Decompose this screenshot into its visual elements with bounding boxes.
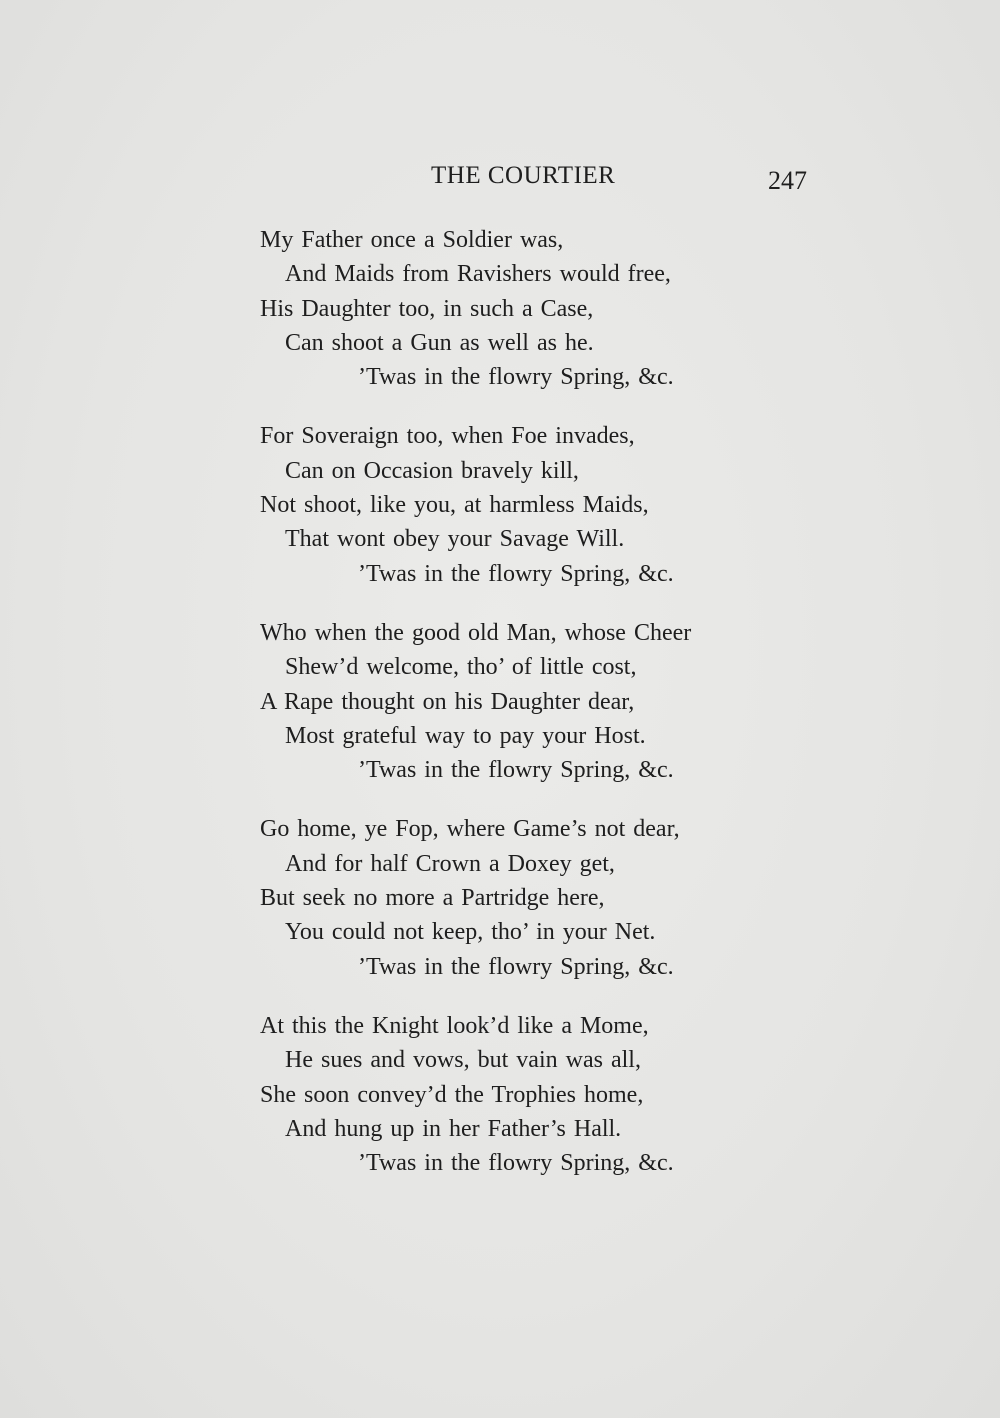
stanza-3 [0,616,1000,787]
refrain-line: ’Twas in the flowry Spring, &c. [358,953,674,980]
verse-line: He sues and vows, but vain was all, [285,1047,641,1074]
verse-line: And for half Crown a Doxey get, [285,850,615,877]
stanza-1 [0,223,1000,394]
verse-line: You could not keep, tho’ in your Net. [285,919,656,946]
verse-line: And hung up in her Father’s Hall. [285,1115,622,1142]
verse-line: Can on Occasion bravely kill, [285,457,579,484]
page-number: 247 [768,166,807,195]
refrain-line: ’Twas in the flowry Spring, &c. [358,757,674,784]
verse-line: A Rape thought on his Daughter dear, [260,688,635,715]
verse-line: That wont obey your Savage Will. [285,526,625,553]
verse-line: Shew’d welcome, tho’ of little cost, [285,654,637,681]
verse-line: Who when the good old Man, whose Cheer [260,619,692,646]
stanza-5 [0,1009,1000,1180]
verse-line: Can shoot a Gun as well as he. [285,329,594,356]
verse-line: She soon convey’d the Trophies home, [260,1081,644,1108]
running-head [0,162,1000,198]
stanza-4 [0,812,1000,983]
verse-line: Go home, ye Fop, where Game’s not dear, [260,816,680,843]
verse-line: His Daughter too, in such a Case, [260,295,594,322]
stanza-2 [0,419,1000,590]
verse-line: For Soveraign too, when Foe invades, [260,423,635,450]
running-title: THE COURTIER [431,162,616,189]
verse-line: And Maids from Ravishers would free, [285,261,671,288]
refrain-line: ’Twas in the flowry Spring, &c. [358,364,674,391]
verse-line: Most grateful way to pay your Host. [285,722,646,749]
verse-line: At this the Knight look’d like a Mome, [260,1012,649,1039]
poem [0,223,1000,1205]
verse-line: Not shoot, like you, at harmless Maids, [260,492,649,519]
verse-line: My Father once a Soldier was, [260,227,564,253]
verse-line: But seek no more a Partridge here, [260,885,605,912]
refrain-line: ’Twas in the flowry Spring, &c. [358,560,674,587]
refrain-line: ’Twas in the flowry Spring, &c. [358,1150,674,1177]
